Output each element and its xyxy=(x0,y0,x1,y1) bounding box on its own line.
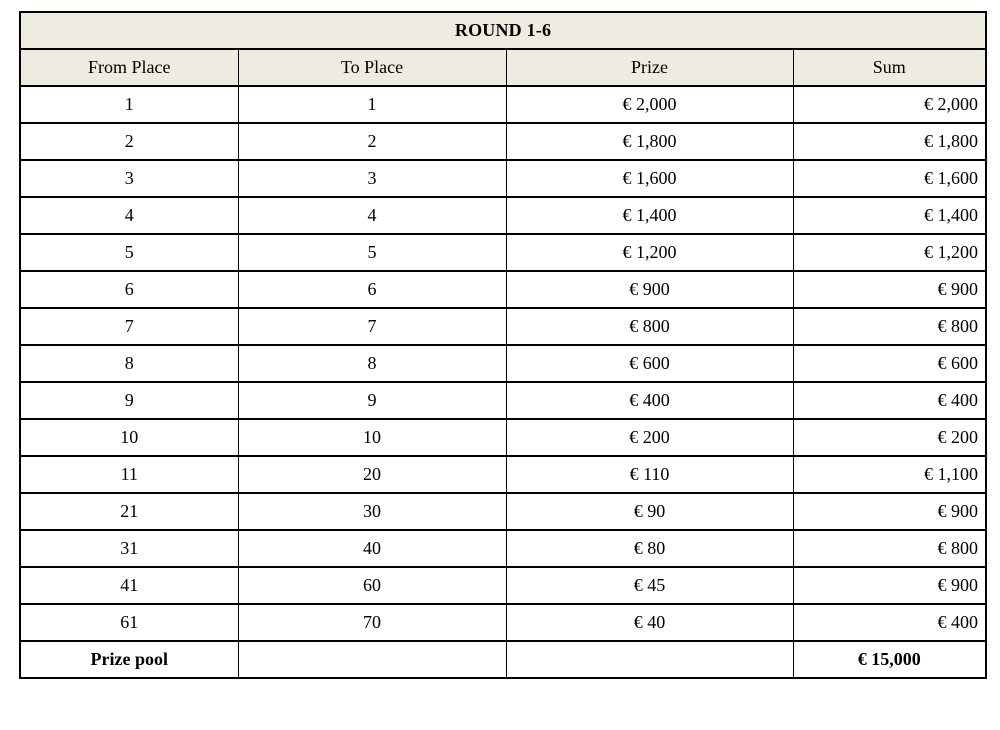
prize-cell: € 900 xyxy=(506,271,793,308)
table-row xyxy=(20,234,986,271)
prize-cell: € 400 xyxy=(506,382,793,419)
header-row xyxy=(20,49,986,86)
col-header-from-place: From Place xyxy=(20,49,238,86)
to-place-cell: 5 xyxy=(238,234,506,271)
from-place-cell: 2 xyxy=(20,123,238,160)
from-place-cell: 61 xyxy=(20,604,238,641)
to-place-cell: 30 xyxy=(238,493,506,530)
sum-cell: € 900 xyxy=(793,271,986,308)
sum-cell: € 400 xyxy=(793,382,986,419)
sum-cell: € 600 xyxy=(793,345,986,382)
sum-cell: € 800 xyxy=(793,530,986,567)
to-place-cell: 70 xyxy=(238,604,506,641)
from-place-cell: 9 xyxy=(20,382,238,419)
from-place-cell: 41 xyxy=(20,567,238,604)
to-place-cell: 4 xyxy=(238,197,506,234)
prize-cell: € 200 xyxy=(506,419,793,456)
title-row xyxy=(20,12,986,49)
col-header-to-place: To Place xyxy=(238,49,506,86)
to-place-cell: 7 xyxy=(238,308,506,345)
table-row xyxy=(20,456,986,493)
to-place-cell: 2 xyxy=(238,123,506,160)
prize-pool-empty-to xyxy=(238,641,506,678)
to-place-cell: 10 xyxy=(238,419,506,456)
to-place-cell: 6 xyxy=(238,271,506,308)
from-place-cell: 3 xyxy=(20,160,238,197)
sum-cell: € 1,100 xyxy=(793,456,986,493)
prize-table xyxy=(19,11,987,679)
prize-cell: € 1,200 xyxy=(506,234,793,271)
prize-cell: € 1,400 xyxy=(506,197,793,234)
prize-cell: € 800 xyxy=(506,308,793,345)
from-place-cell: 1 xyxy=(20,86,238,123)
prize-cell: € 1,800 xyxy=(506,123,793,160)
sum-cell: € 900 xyxy=(793,567,986,604)
table-row xyxy=(20,271,986,308)
sum-cell: € 1,800 xyxy=(793,123,986,160)
table-row xyxy=(20,123,986,160)
table-title: ROUND 1-6 xyxy=(20,12,986,49)
sum-cell: € 200 xyxy=(793,419,986,456)
sum-cell: € 1,200 xyxy=(793,234,986,271)
table-row xyxy=(20,493,986,530)
table-row xyxy=(20,308,986,345)
sum-cell: € 800 xyxy=(793,308,986,345)
table-body xyxy=(20,86,986,641)
sum-cell: € 900 xyxy=(793,493,986,530)
to-place-cell: 8 xyxy=(238,345,506,382)
table-row xyxy=(20,530,986,567)
to-place-cell: 40 xyxy=(238,530,506,567)
to-place-cell: 60 xyxy=(238,567,506,604)
sum-cell: € 400 xyxy=(793,604,986,641)
from-place-cell: 7 xyxy=(20,308,238,345)
prize-cell: € 90 xyxy=(506,493,793,530)
sum-cell: € 1,400 xyxy=(793,197,986,234)
table-row xyxy=(20,567,986,604)
prize-pool-sum: € 15,000 xyxy=(793,641,986,678)
prize-cell: € 2,000 xyxy=(506,86,793,123)
from-place-cell: 4 xyxy=(20,197,238,234)
to-place-cell: 3 xyxy=(238,160,506,197)
prize-pool-row xyxy=(20,641,986,678)
col-header-sum: Sum xyxy=(793,49,986,86)
table-row xyxy=(20,160,986,197)
sum-cell: € 1,600 xyxy=(793,160,986,197)
sum-cell: € 2,000 xyxy=(793,86,986,123)
from-place-cell: 8 xyxy=(20,345,238,382)
from-place-cell: 6 xyxy=(20,271,238,308)
prize-cell: € 1,600 xyxy=(506,160,793,197)
prize-pool-empty-prize xyxy=(506,641,793,678)
to-place-cell: 9 xyxy=(238,382,506,419)
table-row xyxy=(20,604,986,641)
table-row xyxy=(20,197,986,234)
prize-cell: € 600 xyxy=(506,345,793,382)
from-place-cell: 5 xyxy=(20,234,238,271)
table-row xyxy=(20,382,986,419)
to-place-cell: 20 xyxy=(238,456,506,493)
from-place-cell: 21 xyxy=(20,493,238,530)
prize-cell: € 40 xyxy=(506,604,793,641)
table-row xyxy=(20,86,986,123)
table-row xyxy=(20,345,986,382)
col-header-prize: Prize xyxy=(506,49,793,86)
from-place-cell: 31 xyxy=(20,530,238,567)
from-place-cell: 11 xyxy=(20,456,238,493)
prize-cell: € 110 xyxy=(506,456,793,493)
prize-cell: € 45 xyxy=(506,567,793,604)
to-place-cell: 1 xyxy=(238,86,506,123)
prize-cell: € 80 xyxy=(506,530,793,567)
table-row xyxy=(20,419,986,456)
prize-pool-label: Prize pool xyxy=(20,641,238,678)
from-place-cell: 10 xyxy=(20,419,238,456)
